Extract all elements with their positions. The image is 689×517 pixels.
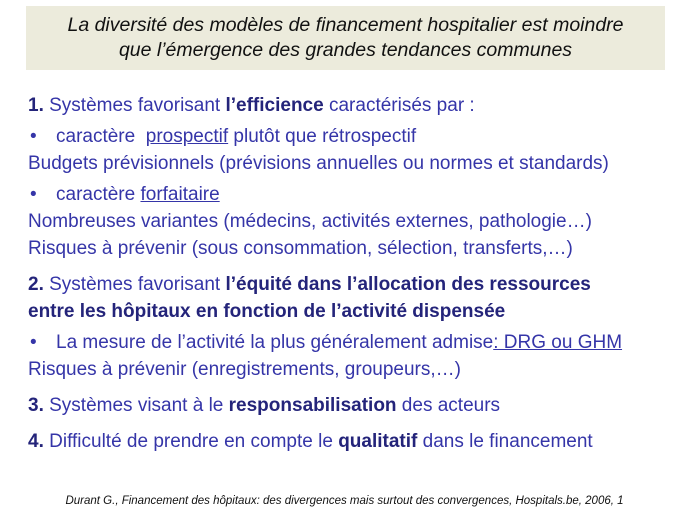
section-1-suffix: caractérisés par : (323, 95, 475, 116)
source-citation: Durant G., Financement des hôpitaux: des divergences mais surtout des convergences, Hospitals.be, 2006, 1 (65, 495, 624, 507)
section-2-prefix: Systèmes favorisant (43, 274, 226, 295)
section-2-keyword-line-2: entre les hôpitaux en fonction de l’activité dispensée (28, 301, 506, 322)
section-1-prefix: Systèmes favorisant (43, 95, 226, 116)
section-2-risques: Risques à prévenir (enregistrements, groupeurs,…) (28, 359, 461, 380)
bullet-icon: • (30, 332, 37, 353)
section-1-keyword: l’efficience (225, 95, 324, 116)
slide-content (28, 92, 678, 455)
underlined-term-prospectif: prospectif (145, 126, 229, 147)
bullet-icon: • (30, 184, 37, 205)
section-1-number: 1. (28, 95, 44, 116)
section-1-heading (28, 92, 678, 119)
section-2-heading (28, 271, 678, 298)
section-1-risques: Risques à prévenir (sous consommation, sélection, transferts,…) (28, 238, 573, 259)
section-4-number: 4. (28, 431, 44, 452)
section-4-heading: 4. Difficulté de prendre en compte le qualitatif dans le financement (28, 431, 593, 452)
slide-title-line-2: que l’émergence des grandes tendances communes (118, 39, 573, 61)
section-4-keyword: qualitatif (338, 431, 418, 452)
underlined-term-forfaitaire: forfaitaire (140, 184, 220, 205)
slide-title-line-1: La diversité des modèles de financement hospitalier est moindre (67, 14, 624, 36)
section-2-bullet: • La mesure de l’activité la plus généralement admise: DRG ou GHM (28, 329, 678, 356)
section-2-keyword-line-1: l’équité dans l’allocation des ressources (225, 274, 591, 295)
section-3-number: 3. (28, 395, 44, 416)
section-1-bullet-1: • caractère prospectif plutôt que rétrospectif (28, 123, 678, 150)
bullet-icon: • (30, 126, 37, 147)
section-1-budgets: Budgets prévisionnels (prévisions annuelles ou normes et standards) (28, 153, 609, 174)
section-3-heading: 3. Systèmes visant à le responsabilisation des acteurs (28, 395, 501, 416)
section-1-bullet-2: • caractère forfaitaire (28, 181, 678, 208)
underlined-term-drg-ghm: : DRG ou GHM (493, 332, 623, 353)
slide-title-box (26, 6, 665, 70)
section-2-number: 2. (28, 274, 44, 295)
section-1-variantes: Nombreuses variantes (médecins, activités externes, pathologie…) (28, 211, 592, 232)
section-3-keyword: responsabilisation (228, 395, 397, 416)
